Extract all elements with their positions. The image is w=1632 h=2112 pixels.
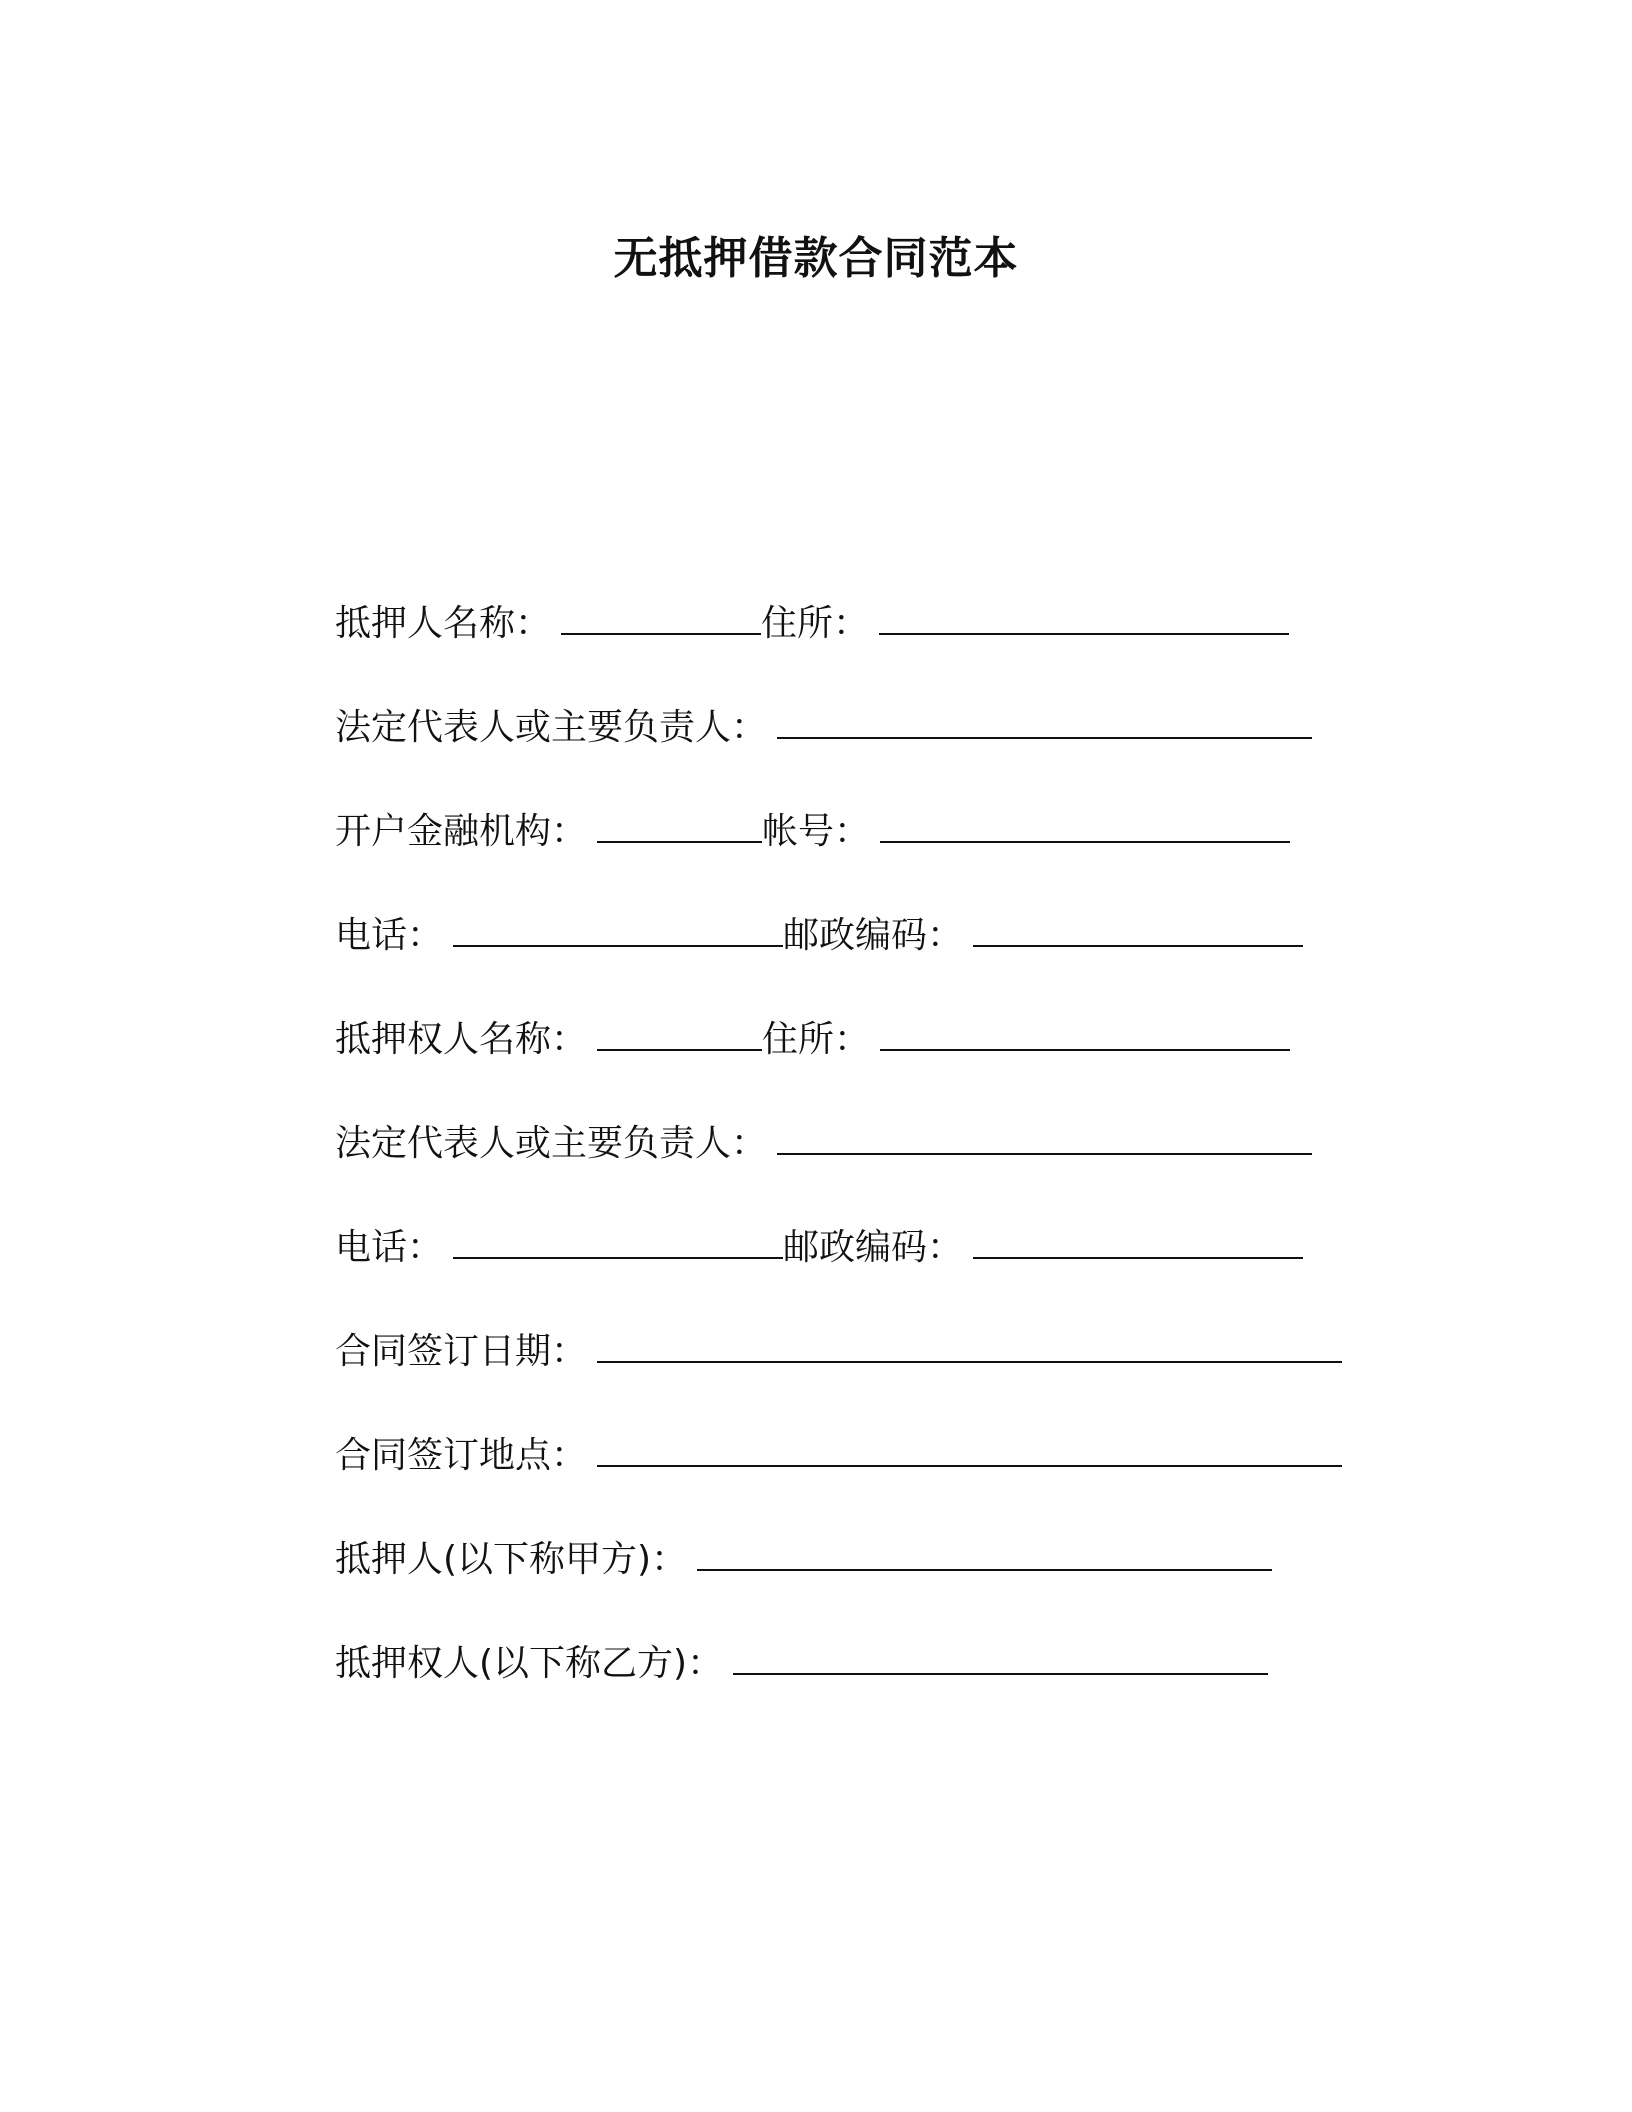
mortgagee-address-blank[interactable] <box>880 1021 1290 1051</box>
mortgagor-name-blank[interactable] <box>561 605 761 635</box>
mortgagee-phone-postcode-row <box>335 1218 1435 1322</box>
mortgagor-phone-label: 电话： <box>335 915 444 956</box>
mortgagor-postcode-label: 邮政编码： <box>783 915 964 956</box>
mortgagee-postcode-blank[interactable] <box>973 1229 1303 1259</box>
party-a-blank[interactable] <box>697 1541 1272 1571</box>
mortgagee-name-label: 抵押权人名称： <box>335 1019 588 1060</box>
mortgagor-representative-label: 法定代表人或主要负责人： <box>335 707 768 748</box>
mortgagor-postcode-blank[interactable] <box>973 917 1303 947</box>
mortgagor-representative-blank[interactable] <box>777 709 1312 739</box>
mortgagor-phone-postcode-row <box>335 906 1435 1010</box>
signing-date-blank[interactable] <box>597 1333 1342 1363</box>
mortgagee-name-address-row <box>335 1010 1435 1114</box>
party-b-row <box>335 1634 1435 1738</box>
signing-date-label: 合同签订日期： <box>335 1331 588 1372</box>
signing-place-row <box>335 1426 1435 1530</box>
party-b-blank[interactable] <box>733 1645 1268 1675</box>
mortgagee-postcode-label: 邮政编码： <box>783 1227 964 1268</box>
document-title: 无抵押借款合同范本 <box>613 233 1019 284</box>
bank-account-row <box>335 802 1435 906</box>
signing-place-label: 合同签订地点： <box>335 1435 588 1476</box>
mortgagee-phone-label: 电话： <box>335 1227 444 1268</box>
contract-header-form <box>335 594 1435 1738</box>
mortgagor-representative-row <box>335 698 1435 802</box>
signing-place-blank[interactable] <box>597 1437 1342 1467</box>
mortgagee-representative-row <box>335 1114 1435 1218</box>
mortgagee-representative-blank[interactable] <box>777 1125 1312 1155</box>
mortgagor-address-label: 住所： <box>761 603 870 644</box>
bank-blank[interactable] <box>597 813 762 843</box>
party-a-row <box>335 1530 1435 1634</box>
party-a-label: 抵押人(以下称甲方)： <box>335 1539 688 1580</box>
mortgagee-address-label: 住所： <box>762 1019 871 1060</box>
mortgagor-phone-blank[interactable] <box>453 917 783 947</box>
account-number-blank[interactable] <box>880 813 1290 843</box>
mortgagor-name-label: 抵押人名称： <box>335 603 552 644</box>
mortgagee-representative-label: 法定代表人或主要负责人： <box>335 1123 768 1164</box>
mortgagee-name-blank[interactable] <box>597 1021 762 1051</box>
mortgagee-phone-blank[interactable] <box>453 1229 783 1259</box>
mortgagor-address-blank[interactable] <box>879 605 1289 635</box>
account-number-label: 帐号： <box>762 811 871 852</box>
bank-label: 开户金融机构： <box>335 811 588 852</box>
party-b-label: 抵押权人(以下称乙方)： <box>335 1643 724 1684</box>
mortgagor-name-address-row <box>335 594 1435 698</box>
signing-date-row <box>335 1322 1435 1426</box>
